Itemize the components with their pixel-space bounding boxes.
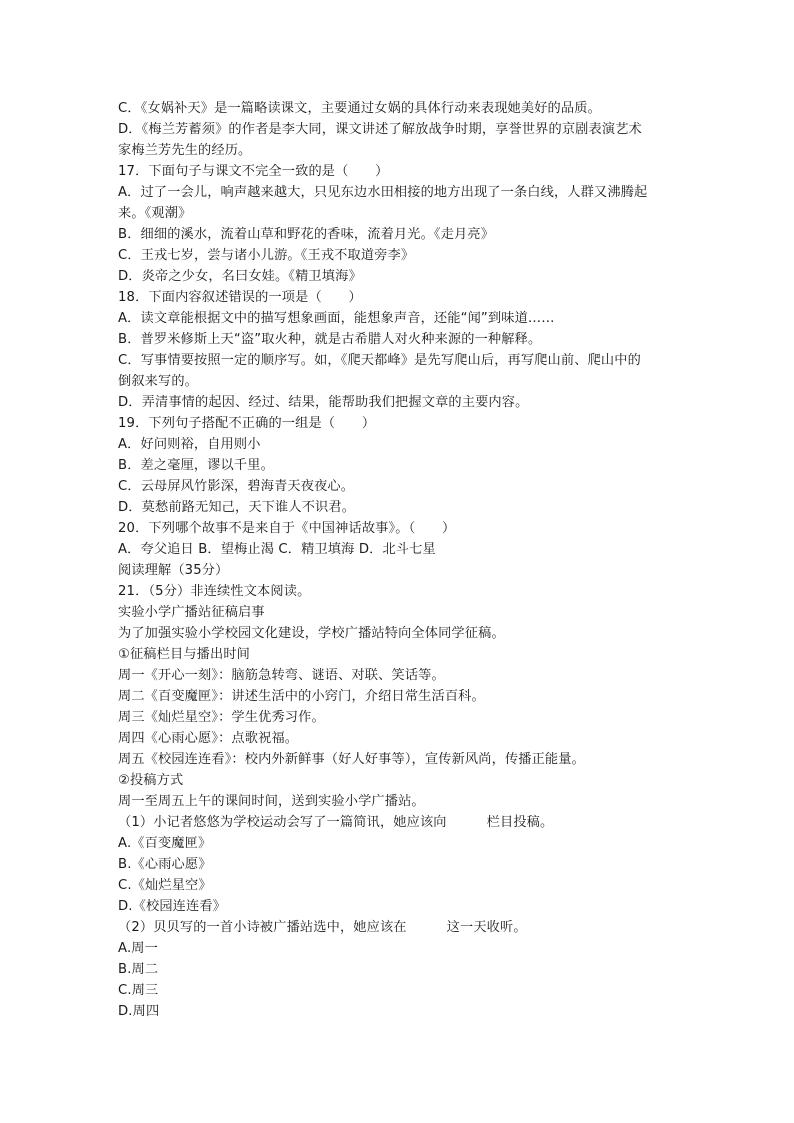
schedule-line: 周一《开心一刻》：脑筋急转弯、谜语、对联、笑话等。 <box>118 668 445 683</box>
text-line: D．《梅兰芳蓄须》的作者是李大同，课文讲述了解放战争时期，享誉世界的京剧表演艺术 <box>118 122 642 137</box>
text-line: 家梅兰芳先生的经历。 <box>118 143 252 158</box>
question-20: 20．下列哪个故事不是来自于《中国神话故事》。（ ） <box>118 521 456 536</box>
text-line: C．《女娲补天》是一篇略读课文，主要通过女娲的具体行动来表现她美好的品质。 <box>118 101 601 116</box>
option-line: B．细细的溪水，流着山草和野花的香味，流着月光。《走月亮》 <box>118 227 495 242</box>
sub-question: （1）小记者悠悠为学校运动会写了一篇简讯，她应该向 栏目投稿。 <box>118 815 554 830</box>
option-line: D．莫愁前路无知己，天下谁人不识君。 <box>118 500 356 515</box>
option-line: B.《心雨心愿》 <box>118 857 212 872</box>
option-line: B．普罗米修斯上天“盗”取火种，就是古希腊人对火种来源的一种解释。 <box>118 332 542 347</box>
schedule-line: 周三《灿烂星空》：学生优秀习作。 <box>118 710 325 725</box>
question-17: 17．下面句子与课文不完全一致的是（ ） <box>118 164 389 179</box>
subsection-heading: ②投稿方式 <box>118 773 184 788</box>
text-line: 周一至周五上午的课间时间，送到实验小学广播站。 <box>118 794 425 809</box>
text-line: 为了加强实验小学校园文化建设，学校广播站特向全体同学征稿。 <box>118 626 505 641</box>
option-line: B.周二 <box>118 962 159 977</box>
option-line: A.周一 <box>118 941 158 956</box>
option-line: A．夸父追日 B．望梅止渴 C．精卫填海 D．北斗七星 <box>118 542 436 557</box>
schedule-line: 周五《校园连连看》：校内外新鲜事（好人好事等），宣传新风尚，传播正能量。 <box>118 752 585 767</box>
option-line: C．云母屏风竹影深，碧海青天夜夜心。 <box>118 479 355 494</box>
schedule-line: 周二《百变魔匣》：讲述生活中的小窍门，介绍日常生活百科。 <box>118 689 485 704</box>
sub-question: （2）贝贝写的一首小诗被广播站选中，她应该在 这一天收听。 <box>118 920 527 935</box>
option-line: C．王戎七岁，尝与诸小儿游。《王戎不取道旁李》 <box>118 248 415 263</box>
option-line: A．读文章能根据文中的描写想象画面，能想象声音，还能“闻”到味道…… <box>118 311 555 326</box>
section-heading: 阅读理解（35分） <box>118 563 229 578</box>
text-line: 来。《观潮》 <box>118 206 192 221</box>
question-19: 19．下列句子搭配不正确的一组是（ ） <box>118 416 376 431</box>
option-line: D.周四 <box>118 1004 160 1019</box>
notice-title: 实验小学广播站征稿启事 <box>118 605 265 620</box>
option-line: D．弄清事情的起因、经过、结果，能帮助我们把握文章的主要内容。 <box>118 395 529 410</box>
option-line: D．炎帝之少女，名曰女娃。《精卫填海》 <box>118 269 362 284</box>
question-21: 21．（5分）非连续性文本阅读。 <box>118 584 311 599</box>
option-line: A．好问则裕，自用则小 <box>118 437 261 452</box>
subsection-heading: ①征稿栏目与播出时间 <box>118 647 251 662</box>
option-line: C.周三 <box>118 983 159 998</box>
option-line: B．差之毫厘，谬以千里。 <box>118 458 274 473</box>
text-line: 倒叙来写的。 <box>118 374 199 389</box>
option-line: D.《校园连连看》 <box>118 899 227 914</box>
option-line: C.《灿烂星空》 <box>118 878 212 893</box>
option-line: C．写事情要按照一定的顺序写。如，《爬天都峰》是先写爬山后，再写爬山前、爬山中的 <box>118 353 641 368</box>
question-18: 18．下面内容叙述错误的一项是（ ） <box>118 290 362 305</box>
option-line: A．过了一会儿，响声越来越大，只见东边水田相接的地方出现了一条白线，人群又沸腾起 <box>118 185 648 200</box>
schedule-line: 周四《心雨心愿》：点歌祝福。 <box>118 731 299 746</box>
option-line: A.《百变魔匣》 <box>118 836 212 851</box>
